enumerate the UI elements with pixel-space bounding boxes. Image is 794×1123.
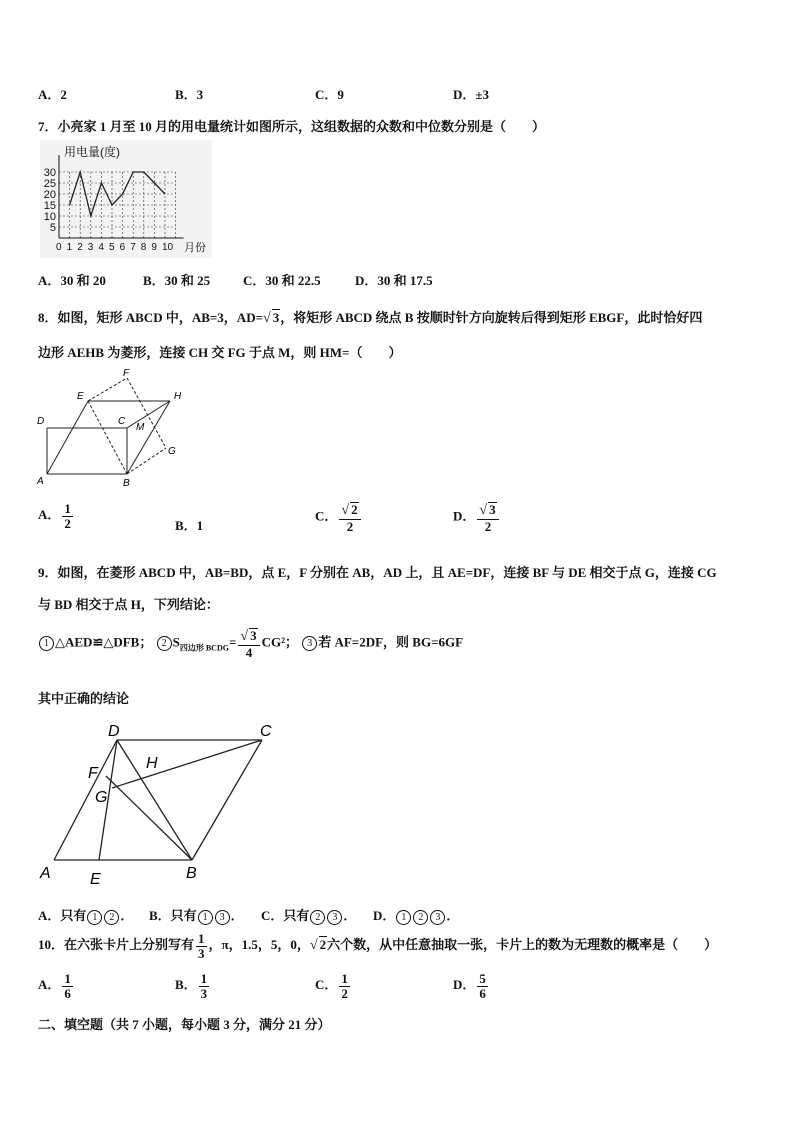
y-tick-label: 25 [43, 178, 56, 190]
q9-label-f: F [88, 765, 98, 782]
x-tick-label: 10 [162, 242, 174, 253]
q7-line-chart [40, 140, 220, 262]
q9-option-a [38, 905, 133, 925]
q9-option-b-circle-2: 3 [215, 910, 230, 925]
q10-option-d-den: 6 [479, 985, 486, 1001]
q9-conclusion-2-sub: 四边形 BCDG [179, 643, 229, 653]
x-tick-label: 8 [140, 242, 147, 253]
q10-option-d [453, 972, 490, 1000]
q9-stem-line2: 与 BD 相交于点 H，下列结论： [38, 597, 219, 612]
q8-option-d-den: 2 [484, 518, 492, 534]
q10-option-d-label: D． [453, 977, 476, 993]
q10-option-c-den: 2 [341, 985, 348, 1001]
q9-circle-2: 2 [157, 636, 172, 651]
q9-conclusion-2-eq: = [228, 634, 237, 650]
q9-option-c-circle-2: 3 [327, 910, 342, 925]
q9-option-c-circle-1: 2 [310, 910, 325, 925]
q9-option-d-circle-1: 1 [396, 910, 411, 925]
x-tick-label: 1 [66, 242, 73, 253]
x-tick-label: 7 [130, 242, 136, 253]
q9-circle-3: 3 [302, 636, 317, 651]
q8-stem-line1: 8．如图，矩形 ABCD 中，AB=3，AD=√ 3，将矩形 ABCD 绕点 B 按顺时针方向旋转后得到矩形 EBGF，此时恰好四 [38, 310, 703, 326]
q9-option-d-end: ． [446, 908, 460, 923]
x-tick-label: 0 [56, 242, 62, 253]
q9-option-a-end: ． [120, 908, 134, 923]
x-tick-label: 4 [98, 242, 104, 253]
q10-root: 2 [319, 937, 327, 953]
q10-option-b-num: 1 [200, 971, 208, 986]
q8-root: 3 [272, 310, 280, 325]
q8-option-c-label: C． [315, 508, 338, 524]
q8-label-f: F [123, 368, 130, 379]
q10-stem-c: 六个数，从中任意抽取一张，卡片上的数为无理数的概率是（ ） [327, 937, 718, 953]
q8-option-a-den: 2 [64, 515, 71, 531]
q9-conclusions: 1 △AED≌△DFB； 2 $S_{四边形 BCDG}=$ $\frac{√ 3}{4}$ CG²； 3 若 AF=2DF，则 BG=6GF [38, 628, 463, 659]
q9-conclusion-2-root: 3 [250, 628, 257, 643]
q8-option-a [38, 502, 75, 530]
q9-option-b-end: ． [230, 908, 244, 923]
x-tick-label: 5 [109, 242, 115, 253]
q6-option-b: B．3 [175, 87, 204, 102]
x-tick-label: 9 [151, 242, 157, 253]
q8-figure [34, 366, 194, 490]
q10-frac-num: 1 [198, 931, 205, 946]
q9-label-d: D [108, 723, 120, 740]
q9-conclusion-3: 若 AF=2DF，则 BG=6GF [318, 634, 464, 650]
q8-option-c-den: 2 [346, 518, 354, 534]
q9-label-h: H [146, 755, 158, 772]
q8-stem-b: ，将矩形 ABCD 绕点 B 按顺时针方向旋转后得到矩形 EBGF，此时恰好四 [280, 310, 703, 325]
q9-option-d [373, 905, 459, 925]
q8-option-d: D． $\frac{√ 3}{2}$ [453, 502, 501, 533]
y-tick-label: 5 [49, 222, 56, 234]
q8-option-d-label: D． [453, 508, 476, 524]
q10-option-c-label: C． [315, 977, 338, 993]
q9-option-d-text: D． [373, 908, 396, 923]
q8-stem-a: 8．如图，矩形 ABCD 中，AB=3，AD= [38, 310, 263, 325]
chart-y-axis-label: 用电量(度) [64, 145, 120, 159]
q10-stem: 10．在六张卡片上分别写有 $\frac{1}{3}$ ，π，1.5，5，0，√ 2六个数，从中任意抽取一张，卡片上的数为无理数的概率是（ ） [38, 931, 718, 961]
q9-stem-line1: 9．如图，在菱形 ABCD 中，AB=BD，点 E，F 分别在 AB，AD 上，且 AE=DF，连接 BF 与 DE 相交于点 G，连接 CG [38, 565, 717, 580]
x-tick-label: 2 [77, 242, 83, 253]
q10-option-b-label: B． [175, 977, 197, 993]
q9-option-b-circle-1: 1 [198, 910, 213, 925]
q8-option-a-num: 1 [64, 501, 71, 516]
q6-option-a: A．2 [38, 87, 67, 102]
q10-option-a [38, 972, 75, 1000]
x-tick-label: 6 [119, 242, 126, 253]
q10-option-d-num: 5 [479, 971, 486, 986]
q9-stem-line4: 其中正确的结论 [38, 691, 130, 706]
q10-option-c [315, 972, 352, 1000]
q10-option-b [175, 972, 211, 1000]
q8-label-c: C [118, 416, 126, 427]
q9-option-c-end: ． [343, 908, 357, 923]
q8-label-a: A [37, 476, 44, 487]
q9-option-b [149, 905, 244, 925]
q9-circle-1: 1 [39, 636, 54, 651]
q8-option-c-root: 2 [351, 502, 358, 517]
q9-conclusion-1: △AED≌△DFB； [55, 634, 153, 650]
q9-label-e: E [90, 871, 101, 888]
q9-label-a: A [40, 865, 51, 882]
q8-label-e: E [77, 391, 84, 402]
q8-option-c: C． $\frac{√ 2}{2}$ [315, 502, 363, 533]
q10-option-a-den: 6 [64, 985, 71, 1001]
q7-stem: 7．小亮家 1 月至 10 月的用电量统计如图所示，这组数据的众数和中位数分别是（ ） [38, 119, 546, 134]
q10-option-a-label: A． [38, 977, 61, 993]
q7-option-d: D．30 和 17.5 [355, 273, 433, 288]
q10-stem-a: 10．在六张卡片上分别写有 [38, 937, 195, 953]
q10-option-a-num: 1 [64, 971, 71, 986]
q9-figure [34, 718, 290, 890]
q10-option-b-den: 3 [200, 985, 208, 1001]
q10-frac-den: 3 [198, 945, 205, 961]
q6-option-d: D．±3 [453, 87, 490, 102]
q10-option-c-num: 1 [341, 971, 348, 986]
q8-label-g: G [168, 446, 176, 457]
q8-label-h: H [174, 391, 182, 402]
q9-label-g: G [95, 789, 108, 806]
q9-label-c: C [260, 723, 272, 740]
q9-option-c [261, 905, 356, 925]
q9-option-b-text: B．只有 [149, 908, 197, 923]
y-tick-label: 30 [43, 167, 56, 179]
q9-option-d-circle-2: 2 [413, 910, 428, 925]
q9-option-a-text: A．只有 [38, 908, 87, 923]
q6-option-c: C．9 [315, 87, 344, 102]
q9-conclusion-2-tail: CG²； [261, 634, 298, 650]
chart-x-axis-label: 月份 [184, 242, 206, 254]
q9-conclusion-2-den: 4 [245, 644, 253, 660]
y-tick-label: 20 [43, 189, 56, 201]
q7-option-b: B．30 和 25 [143, 273, 211, 288]
q9-option-d-circle-3: 3 [430, 910, 445, 925]
q8-option-d-root: 3 [489, 502, 496, 517]
q9-label-b: B [186, 865, 197, 882]
q8-label-b: B [123, 478, 130, 489]
x-tick-label: 3 [87, 242, 94, 253]
q8-option-b: B．1 [175, 518, 204, 533]
q10-stem-b: ，π，1.5，5，0， [208, 937, 310, 953]
q8-label-d: D [37, 416, 45, 427]
q8-option-a-label: A． [38, 507, 61, 523]
q7-option-a: A．30 和 20 [38, 273, 106, 288]
q8-label-m: M [136, 422, 145, 433]
y-tick-label: 15 [43, 200, 56, 212]
q9-option-a-circle-2: 2 [104, 910, 119, 925]
y-tick-label: 10 [43, 211, 56, 223]
section-2-heading: 二、填空题（共 7 小题，每小题 3 分，满分 21 分） [38, 1017, 331, 1032]
q8-stem-line2: 边形 AEHB 为菱形，连接 CH 交 FG 于点 M，则 HM=（ ） [38, 345, 402, 360]
q9-conclusion-2-s: S [172, 634, 180, 650]
q7-option-c: C．30 和 22.5 [243, 273, 321, 288]
q9-option-c-text: C．只有 [261, 908, 310, 923]
q9-option-a-circle-1: 1 [87, 910, 102, 925]
